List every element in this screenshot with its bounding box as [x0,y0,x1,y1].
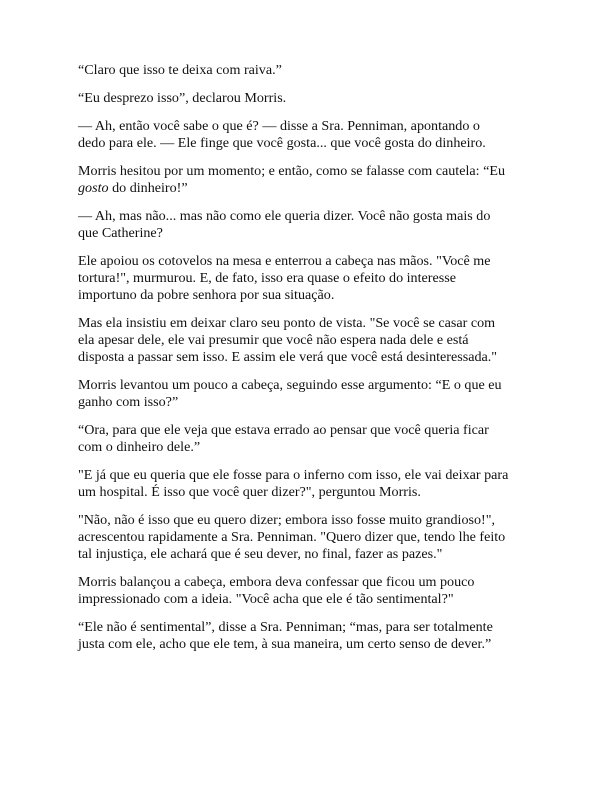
paragraph-line: Ele apoiou os cotovelos na mesa e enterrou a cabeça nas mãos. "Você me [78,253,491,269]
paragraph-line: impressionado com a ideia. "Você acha que ele é tão sentimental?" [78,591,454,607]
document-page [78,62,544,664]
paragraph-line: “Ora, para que ele veja que estava errado ao pensar que você queria ficar [78,422,489,438]
emphasis-text: gosto [78,180,109,196]
paragraph-line: tal injustiça, ele achará que é seu dever, no final, fazer as pazes." [78,546,443,562]
paragraph [78,118,544,152]
paragraph-line: Morris hesitou por um momento; e então, como se falasse com cautela: “Eu [78,163,505,179]
paragraph [78,512,544,563]
paragraph-line: um hospital. É isso que você quer dizer?", perguntou Morris. [78,484,421,500]
paragraph [78,208,544,242]
paragraph-line: Mas ela insistiu em deixar claro seu ponto de vista. "Se você se casar com [78,315,496,331]
paragraph-line: — Ah, então você sabe o que é? — disse a Sra. Penniman, apontando o [78,118,480,134]
paragraph-line: justa com ele, acho que ele tem, à sua maneira, um certo senso de dever.” [78,636,492,652]
paragraph-line: ela apesar dele, ele vai presumir que você não espera nada dele e está [78,332,469,348]
paragraph-line: — Ah, mas não... mas não como ele queria dizer. Você não gosta mais do [78,208,491,224]
paragraph-line: "Não, não é isso que eu quero dizer; embora isso fosse muito grandioso!", [78,512,495,528]
paragraph-line: disposta a passar sem isso. E assim ele verá que você está desinteressada." [78,349,498,365]
paragraph [78,253,544,304]
paragraph-line: importuno da pobre senhora por sua situação. [78,287,335,303]
paragraph-line: com o dinheiro dele.” [78,439,201,455]
paragraph [78,619,544,653]
paragraph [78,163,544,197]
paragraph [78,467,544,501]
paragraph-line: gosto do dinheiro!” [78,180,188,196]
paragraph-line: acrescentou rapidamente a Sra. Penniman. "Quero dizer que, tendo lhe feito [78,529,506,545]
paragraph-line: tortura!", murmurou. E, de fato, isso era quase o efeito do interesse [78,270,456,286]
paragraph-line: “Claro que isso te deixa com raiva.” [78,62,282,78]
paragraph-line: “Ele não é sentimental”, disse a Sra. Penniman; “mas, para ser totalmente [78,619,493,635]
paragraph-line: "E já que eu queria que ele fosse para o inferno com isso, ele vai deixar para [78,467,509,483]
paragraph-line: que Catherine? [78,225,163,241]
paragraph-line: dedo para ele. — Ele finge que você gosta... que você gosta do dinheiro. [78,135,486,151]
paragraph-line: “Eu desprezo isso”, declarou Morris. [78,90,287,106]
paragraph-line: Morris levantou um pouco a cabeça, seguindo esse argumento: “E o que eu [78,377,502,393]
paragraph [78,377,544,411]
paragraph-line: ganho com isso?” [78,394,179,410]
paragraph [78,62,544,79]
paragraph-line: Morris balançou a cabeça, embora deva confessar que ficou um pouco [78,574,475,590]
paragraph [78,90,544,107]
paragraph [78,315,544,366]
paragraph [78,422,544,456]
paragraph [78,574,544,608]
